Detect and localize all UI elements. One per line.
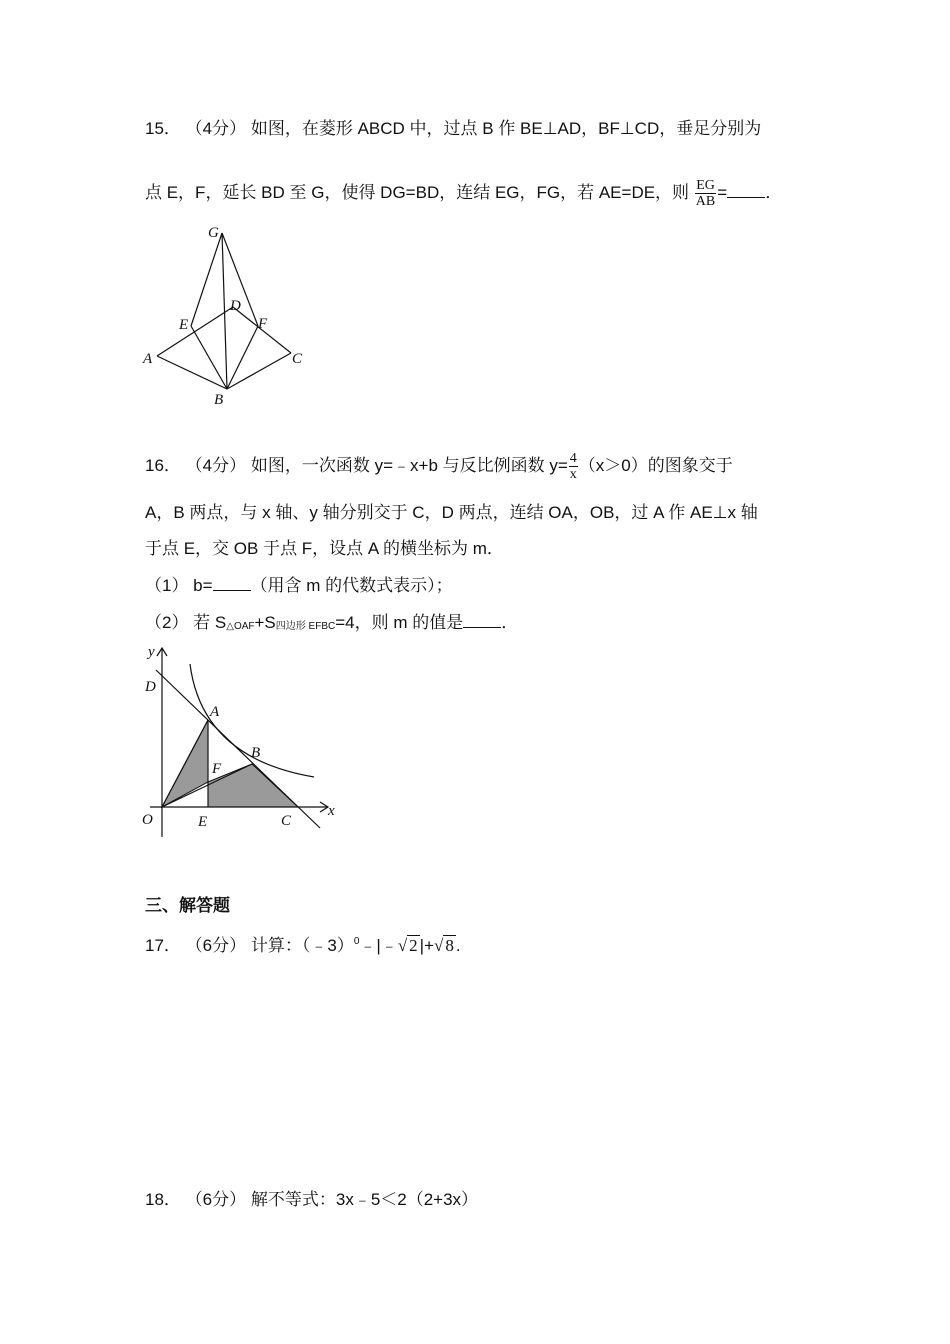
q18-text: 解不等式：3x﹣5＜2（2+3x） xyxy=(250,1190,479,1209)
q16-part1-text-post: （用含 m 的代数式表示）； xyxy=(250,576,453,595)
q16-end: ． xyxy=(501,613,519,632)
q16-figure-graph xyxy=(140,640,345,840)
q16-text-line1: 如图，一次函数 y=﹣x+b 与反比例函数 y= xyxy=(250,455,568,475)
q17-sqrt-8: √ 8 xyxy=(434,936,454,955)
q16-part2-text-post: =4，则 m 的值是 xyxy=(335,613,464,632)
q15-label-c: C xyxy=(292,351,303,367)
q16-line2: A，B 两点，与 x 轴、y 轴分别交于 C，D 两点，连结 OA，OB，过 A 作 AE⊥x 轴 xyxy=(145,503,758,522)
q16-fraction-numerator: 4 xyxy=(569,451,577,466)
section3-title: 三、解答题 xyxy=(145,896,230,915)
q15-score: （4分） xyxy=(185,119,247,138)
q17-sqrt-2: √ 2 xyxy=(397,936,418,955)
q17-radicand-8: 8 xyxy=(445,936,454,955)
q17-text-mid2: |+ xyxy=(419,936,434,955)
q16-part2-sub-oaf: △OAF xyxy=(226,621,255,632)
q16-part2 xyxy=(145,611,518,639)
q15-fraction-numerator: EG xyxy=(696,178,715,193)
q15-answer-blank xyxy=(727,181,765,198)
q16-number: 16． xyxy=(145,455,181,475)
q16-label-c: C xyxy=(281,813,292,829)
q16-part1-text: （1） b= xyxy=(145,576,213,595)
q15-label-a: A xyxy=(143,351,153,367)
q16-label-d: D xyxy=(145,679,156,695)
q15-edge-bf xyxy=(227,326,258,389)
q15-label-g: G xyxy=(208,225,219,241)
q16-label-x: x xyxy=(328,803,335,819)
q15-number: 15． xyxy=(145,119,181,138)
q15-edge-eg xyxy=(191,233,222,326)
q16-part1 xyxy=(145,574,453,598)
q18-line xyxy=(145,1188,478,1212)
q17-text: 计算：（﹣3） xyxy=(250,936,354,955)
q16-line3: 于点 E，交 OB 于点 F，设点 A 的横坐标为 m． xyxy=(145,539,504,558)
q17-radicand-2: 2 xyxy=(409,936,418,955)
q16-part2-blank xyxy=(463,611,501,628)
q17-score: （6分） xyxy=(185,936,247,955)
q16-label-y: y xyxy=(148,644,155,660)
q17-exponent: 0 xyxy=(353,936,360,947)
q15-label-d: D xyxy=(230,298,241,314)
q16-label-e: E xyxy=(198,814,208,830)
q16-part1-blank xyxy=(213,574,251,591)
q15-edge-bc xyxy=(227,353,291,389)
q17-line xyxy=(145,930,461,958)
q16-label-a: A xyxy=(210,704,220,720)
q15-label-f: F xyxy=(258,316,268,332)
q16-label-o: O xyxy=(142,812,153,828)
q15-fraction-denominator: AB xyxy=(695,194,716,209)
q15-label-e: E xyxy=(179,317,189,333)
q16-line1 xyxy=(145,451,733,482)
q16-score: （4分） xyxy=(185,455,247,475)
q18-number: 18． xyxy=(145,1190,181,1209)
q16-label-f: F xyxy=(212,761,222,777)
q16-fraction xyxy=(569,451,578,482)
q17-text-mid: ﹣|﹣ xyxy=(359,936,398,955)
q15-figure-rhombus xyxy=(140,220,315,410)
q15-text-line1: 如图，在菱形 ABCD 中，过点 B 作 BE⊥AD，BF⊥CD，垂足分别为 xyxy=(250,119,762,138)
q15-line2 xyxy=(145,178,782,209)
q15-text-line2: 点 E，F，延长 BD 至 G，使得 DG=BD，连结 EG，FG，若 AE=DE，则 xyxy=(145,182,690,202)
q15-equals: = xyxy=(717,182,728,202)
q17-number: 17． xyxy=(145,936,181,955)
q15-label-b: B xyxy=(214,392,224,408)
q16-part2-plus: +S xyxy=(254,613,276,632)
q15-fraction xyxy=(695,178,716,209)
q16-fraction-denominator: x xyxy=(569,467,577,482)
q15-end: ． xyxy=(765,182,783,202)
q18-score: （6分） xyxy=(185,1190,247,1209)
q16-part2-sub-efbc: 四边形 EFBC xyxy=(275,621,336,632)
q17-end: . xyxy=(455,936,461,955)
q16-label-b: B xyxy=(251,745,261,761)
q15-line1 xyxy=(145,117,761,141)
q16-part2-text: （2） 若 S xyxy=(145,613,227,632)
q15-edge-be xyxy=(191,326,227,389)
q15-edge-ab xyxy=(157,356,227,389)
q16-text-line1-post: （x＞0）的图象交于 xyxy=(578,455,733,475)
